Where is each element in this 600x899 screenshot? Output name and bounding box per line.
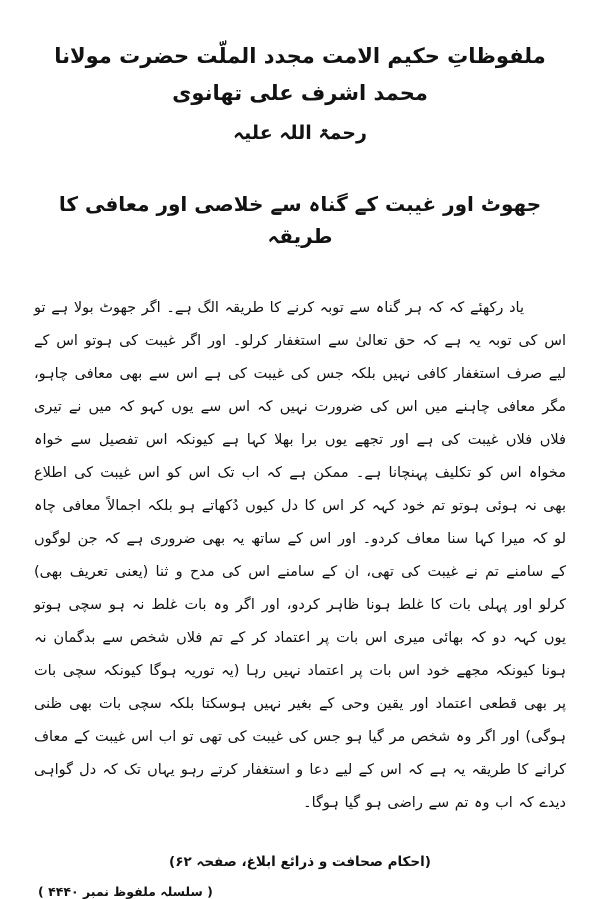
body-paragraph: یاد رکھئے کہ کہ ہر گناہ سے توبہ کرنے کا طریقہ الگ ہے۔ اگر جھوٹ بولا ہے تو اس کی توبہ یہ ہے کہ حق تعالیٰ سے استغفار کرلو۔ اور اگر غیبت کی ہوتو اس کے لیے صرف استغفار کافی نہیں بلکہ جس کی غیبت کی ہے اس سے بھی معافی چاہو، مگر معافی چاہنے میں اس کی ضرورت نہیں کہ اس سے یوں کہو کہ میں نے تیری فلاں فلاں غیبت کی ہے اور تجھے یوں برا بھلا کہا ہے کیونکہ اس تفصیل سے خواہ مخواہ اس کو تکلیف پہنچانا ہے۔ ممکن ہے کہ اب تک اس کو اس غیبت کی اطلاع بھی نہ ہوئی ہوتو تم خود کہہ کر اس کا دل کیوں دُکھاتے ہو بلکہ اجمالاً معافی چاہ لو کہ میرا کہا سنا معاف کردو۔ اور اس کے ساتھ یہ بھی ضروری ہے کہ جن لوگوں کے سامنے تم نے غیبت کی تھی، ان کے سامنے اس کی مدح و ثنا (یعنی تعریف بھی) کرلو اور پہلی بات کا غلط ہونا ظاہر کردو، اور اگر وہ بات غلط نہ ہو سچی ہوتو یوں کہہ دو کہ بھائی میری اس بات پر اعتماد کر کے تم فلاں شخص سے بدگمان نہ ہونا کیونکہ مجھے خود اس بات پر اعتماد نہیں رہا (یہ توریہ ہوگا کیونکہ سچی بات پر بھی قطعی اعتماد اور یقین وحی کے بغیر نہیں ہوسکتا بلکہ سچی بات بھی ظنی ہوگی) اور اگر وہ شخص مر گیا ہو جس کی غیبت کی تھی تو اب اس غیبت کے معاف کرانے کا طریقہ یہ ہے کہ اس کے لیے دعا و استغفار کرتے رہو یہاں تک کہ دل گواہی دیدے کہ اب وہ تم سے راضی ہو گیا ہوگا۔ (34, 299, 566, 811)
chapter-heading: جھوٹ اور غیبت کے گناہ سے خلاصی اور معافی کا طریقہ (58, 191, 542, 248)
book-title: ملفوظاتِ حکیم الامت مجدد الملّت حضرت مولانا محمد اشرف علی تھانوی (54, 44, 546, 105)
serial-number: ( سلسلہ ملفوظ نمبر ۴۴۴۰ ) (38, 883, 213, 899)
honorific-line: رحمۃ اللہ علیہ (233, 121, 367, 144)
source-citation: (احکام صحافت و ذرائع ابلاغ، صفحہ ۶۲) (169, 853, 431, 870)
